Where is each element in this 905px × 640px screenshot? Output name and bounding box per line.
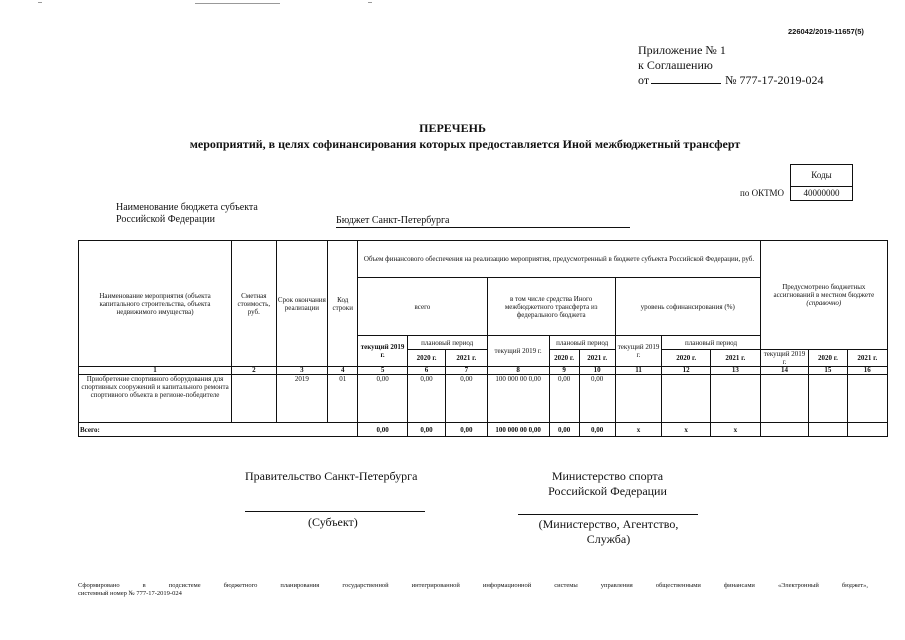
caption-line: Служба) [586,532,631,546]
total-label: Всего: [79,423,358,437]
header-volume: Объем финансового обеспечения на реализацию мероприятия, предусмотренный в бюджете субъекта Российской Федерации, руб. [358,241,760,278]
scan-artifact-line [38,2,42,3]
header-current: текущий 2019 г. [760,350,809,367]
oktmo-value: 40000000 [790,186,853,201]
signatory-right-line: Российской Федерации [548,484,667,498]
column-number: 5 [358,367,408,375]
signatory-right [545,469,670,499]
header-year-2020: 2020 г. [549,350,579,367]
header-current: текущий 2019 г. [487,336,549,367]
cell-value [662,375,711,423]
cell-name: Приобретение спортивного оборудования для спортивных сооружений и капитального ремонта спортивного объекта в регионе-победителе [79,375,232,423]
appendix-date-line [638,73,824,88]
total-row [79,423,888,437]
header-year-2020: 2020 г. [662,350,711,367]
column-number: 15 [809,367,847,375]
cell-value [760,375,809,423]
footer-note: Сформировано в подсистеме бюджетного планирования государственной интегрированной информационной системы управления общественными финансами «Электронный бюджет», [78,582,868,589]
header-transfer: в том числе средства Иного межбюджетного трансферта из федерального бюджета [487,278,615,336]
cell-cost [232,375,276,423]
total-value [760,423,809,437]
table-row [79,375,888,423]
column-number: 12 [662,367,711,375]
footer-system-number: системный номер № 777-17-2019-024 [78,590,182,597]
column-number: 7 [446,367,487,375]
budget-label [116,202,258,226]
budget-label-line: Российской Федерации [116,214,216,225]
cell-value: 0,00 [549,375,579,423]
column-number: 10 [579,367,615,375]
header-current: текущий 2019 г. [615,336,662,367]
header-local-note: (справочно) [806,299,842,307]
column-number: 4 [328,367,358,375]
column-number: 2 [232,367,276,375]
header-name: Наименование мероприятия (объекта капитального строительства, объекта недвижимого имущества) [79,241,232,367]
column-number: 14 [760,367,809,375]
signatory-left: Правительство Санкт-Петербурга [245,469,418,483]
cell-deadline: 2019 [276,375,328,423]
cell-value: 0,00 [358,375,408,423]
appendix-line: Приложение № 1 [638,43,726,57]
total-value: x [662,423,711,437]
header-plan: плановый период [549,336,615,350]
appendix-block [638,43,824,88]
column-number-row [79,367,888,375]
header-cost: Сметная стоимость, руб. [232,241,276,367]
total-value [847,423,887,437]
column-number: 6 [407,367,445,375]
appendix-line: к Соглашению [638,58,713,72]
header-local-text: Предусмотрено бюджетных ассигнований в местном бюджете [773,283,875,299]
total-value: 100 000 00 0,00 [487,423,549,437]
agreement-number: № 777-17-2019-024 [725,73,824,87]
measures-table [78,240,888,437]
date-blank [651,73,721,84]
cell-value: 0,00 [446,375,487,423]
header-year-2021: 2021 г. [710,350,760,367]
column-number: 3 [276,367,328,375]
header-year-2020: 2020 г. [809,350,847,367]
cell-value [809,375,847,423]
header-year-2021: 2021 г. [579,350,615,367]
total-value [809,423,847,437]
signatory-left-caption: (Субъект) [308,515,358,529]
total-value: 0,00 [358,423,408,437]
column-number: 9 [549,367,579,375]
header-level: уровень софинансирования (%) [615,278,760,336]
signature-line-left [245,511,425,512]
column-number: 1 [79,367,232,375]
cell-value: 100 000 00 0,00 [487,375,549,423]
column-number: 16 [847,367,887,375]
cell-value [710,375,760,423]
total-value: 0,00 [579,423,615,437]
scan-artifact-line [195,3,280,4]
oktmo-label: по ОКТМО [740,188,784,198]
total-value: 0,00 [549,423,579,437]
total-value: x [615,423,662,437]
cell-value [847,375,887,423]
header-current: текущий 2019 г. [358,336,408,367]
document-title: ПЕРЕЧЕНЬ [419,121,486,135]
header-local [760,241,887,350]
cell-value: 0,00 [579,375,615,423]
header-plan: плановый период [662,336,760,350]
cell-value [615,375,662,423]
from-prefix: от [638,73,650,87]
column-number: 13 [710,367,760,375]
budget-value: Бюджет Санкт-Петербурга [336,215,630,228]
signatory-right-caption [531,517,686,547]
document-number: 226042/2019-11657(5) [788,27,864,36]
header-deadline: Срок окончания реализации [276,241,328,367]
signature-line-right [518,514,698,515]
codes-header: Коды [790,164,853,187]
total-value: 0,00 [446,423,487,437]
header-year-2021: 2021 г. [446,350,487,367]
cell-value: 0,00 [407,375,445,423]
header-code: Код строки [328,241,358,367]
document-subtitle: мероприятий, в целях софинансирования которых предоставляется Иной межбюджетный трансферт [189,137,741,151]
cell-code: 01 [328,375,358,423]
header-year-2021: 2021 г. [847,350,887,367]
header-year-2020: 2020 г. [407,350,445,367]
header-total: всего [358,278,487,336]
scan-artifact-line [368,2,372,3]
total-value: 0,00 [407,423,445,437]
total-value: x [710,423,760,437]
column-number: 8 [487,367,549,375]
column-number: 11 [615,367,662,375]
budget-label-line: Наименование бюджета субъекта [116,202,258,213]
header-plan: плановый период [407,336,487,350]
signatory-right-line: Министерство спорта [551,469,664,483]
caption-line: (Министерство, Агентство, [538,517,679,531]
